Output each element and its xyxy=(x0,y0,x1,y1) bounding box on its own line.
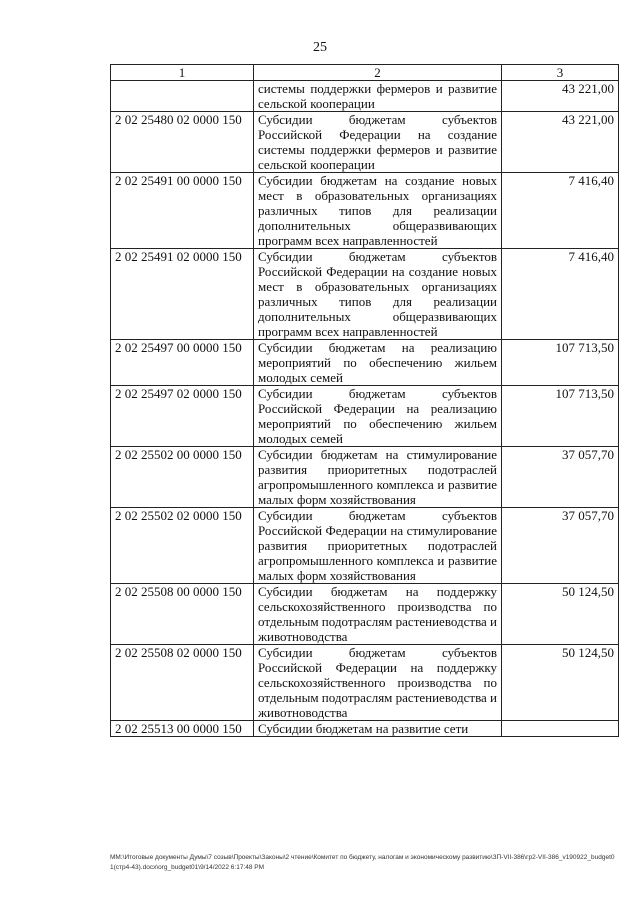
classification-code: 2 02 25513 00 0000 150 xyxy=(111,721,254,737)
revenue-description: Субсидии бюджетам субъектов Российской Федерации на создание системы поддержки фермеров и развитие сельской кооперации xyxy=(254,112,502,173)
revenue-description: Субсидии бюджетам на реализацию мероприятий по обеспечению жильем молодых семей xyxy=(254,340,502,386)
table-row xyxy=(111,721,619,737)
column-header-3: 3 xyxy=(502,65,619,81)
table-row xyxy=(111,386,619,447)
classification-code: 2 02 25508 00 0000 150 xyxy=(111,584,254,645)
classification-code: 2 02 25497 00 0000 150 xyxy=(111,340,254,386)
page-number: 25 xyxy=(313,40,327,55)
classification-code: 2 02 25480 02 0000 150 xyxy=(111,112,254,173)
amount-value: 43 221,00 xyxy=(502,81,619,112)
table-row xyxy=(111,584,619,645)
revenue-description: системы поддержки фермеров и развитие сельской кооперации xyxy=(254,81,502,112)
table-row xyxy=(111,173,619,249)
table-row xyxy=(111,447,619,508)
revenue-description: Субсидии бюджетам на стимулирование развития приоритетных подотраслей агропромышленного комплекса и развитие малых форм хозяйствования xyxy=(254,447,502,508)
amount-value xyxy=(502,721,619,737)
revenue-description: Субсидии бюджетам на создание новых мест в образовательных организациях различных типов для реализации дополнительных общеразвивающих программ всех направленностей xyxy=(254,173,502,249)
revenue-description: Субсидии бюджетам субъектов Российской Федерации на поддержку сельскохозяйственного производства по отдельным подотраслям растениеводства и животноводства xyxy=(254,645,502,721)
revenue-description: Субсидии бюджетам субъектов Российской Федерации на создание новых мест в образовательных организациях различных типов для реализации дополнительных общеразвивающих программ всех направленностей xyxy=(254,249,502,340)
classification-code: 2 02 25502 00 0000 150 xyxy=(111,447,254,508)
budget-revenue-table xyxy=(110,64,619,737)
table-row xyxy=(111,112,619,173)
classification-code: 2 02 25502 02 0000 150 xyxy=(111,508,254,584)
amount-value: 37 057,70 xyxy=(502,508,619,584)
classification-code xyxy=(111,81,254,112)
amount-value: 107 713,50 xyxy=(502,340,619,386)
revenue-description: Субсидии бюджетам на поддержку сельскохозяйственного производства по отдельным подотраслям растениеводства и животноводства xyxy=(254,584,502,645)
table-row xyxy=(111,249,619,340)
classification-code: 2 02 25508 02 0000 150 xyxy=(111,645,254,721)
table-header-row xyxy=(111,65,619,81)
amount-value: 7 416,40 xyxy=(502,249,619,340)
table-row xyxy=(111,645,619,721)
classification-code: 2 02 25491 00 0000 150 xyxy=(111,173,254,249)
amount-value: 50 124,50 xyxy=(502,584,619,645)
table-row xyxy=(111,81,619,112)
document-footer-path: ММ:\Итоговые документы Думы\7 созыв\Проекты\Законы\2 чтение\Комитет по бюджету, налогам и экономическому развитию\ЗП-VII-386\гр2-VII-386_v190922_budget01(стр4-43).docx\org_budget01\9/14/2022 6:17:48 PM xyxy=(110,854,615,871)
table-row xyxy=(111,508,619,584)
amount-value: 50 124,50 xyxy=(502,645,619,721)
column-header-1: 1 xyxy=(111,65,254,81)
column-header-2: 2 xyxy=(254,65,502,81)
table-row xyxy=(111,340,619,386)
amount-value: 43 221,00 xyxy=(502,112,619,173)
revenue-description: Субсидии бюджетам субъектов Российской Федерации на стимулирование развития приоритетных подотраслей агропромышленного комплекса и развитие малых форм хозяйствования xyxy=(254,508,502,584)
revenue-description: Субсидии бюджетам на развитие сети xyxy=(254,721,502,737)
revenue-description: Субсидии бюджетам субъектов Российской Федерации на реализацию мероприятий по обеспечению жильем молодых семей xyxy=(254,386,502,447)
amount-value: 107 713,50 xyxy=(502,386,619,447)
classification-code: 2 02 25491 02 0000 150 xyxy=(111,249,254,340)
classification-code: 2 02 25497 02 0000 150 xyxy=(111,386,254,447)
amount-value: 7 416,40 xyxy=(502,173,619,249)
table-body xyxy=(111,81,619,737)
amount-value: 37 057,70 xyxy=(502,447,619,508)
table-header xyxy=(111,65,619,81)
